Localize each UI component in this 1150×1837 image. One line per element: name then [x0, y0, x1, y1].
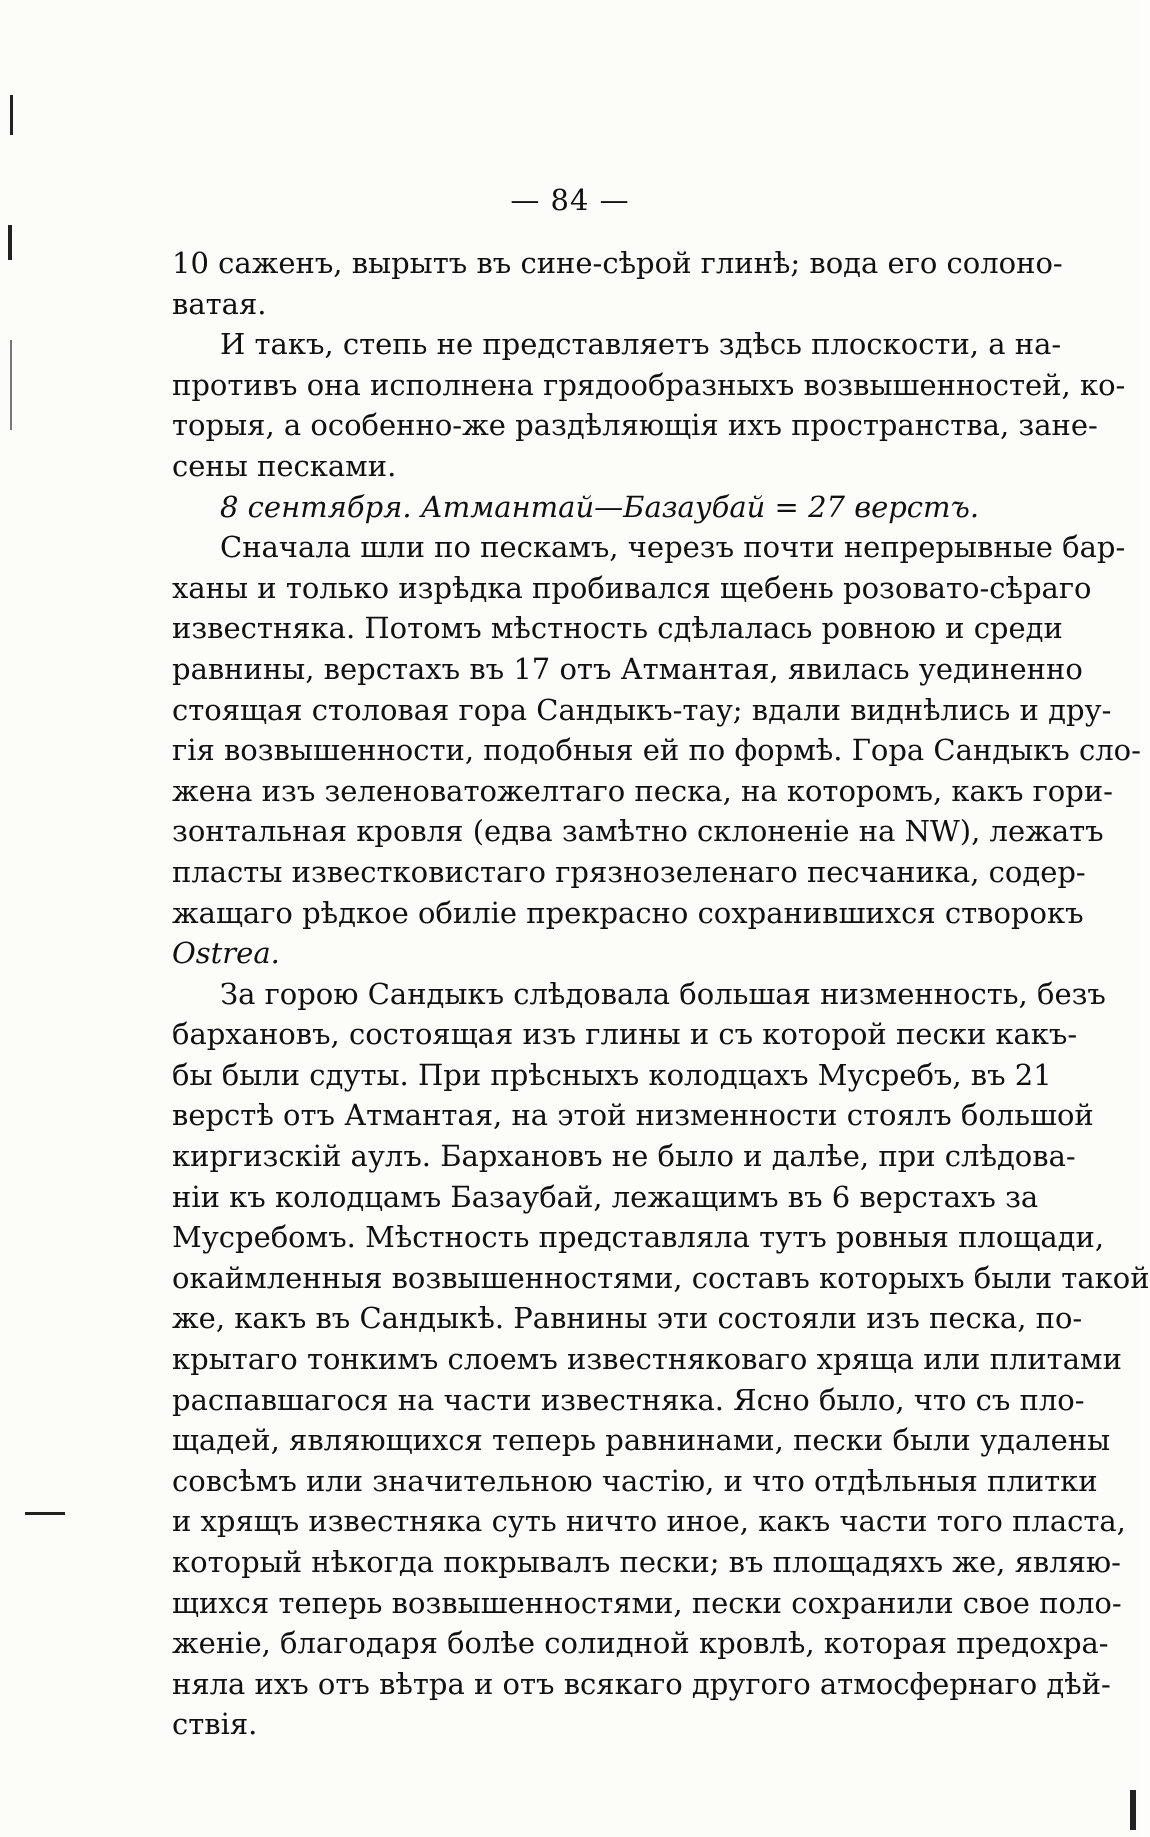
text-line: же, какъ въ Сандыкѣ. Равнины эти состояли изъ песка, по- — [172, 1301, 1083, 1336]
text-line: торыя, а особенно-же раздѣляющія ихъ пространства, зане- — [172, 408, 1098, 443]
text-line: Сначала шли по пескамъ, черезъ почти непрерывные бар- — [220, 530, 1126, 565]
text-line: 8 сентября. Атмантай—Базаубай = 27 верстъ. — [220, 489, 980, 524]
text-line: бархановъ, состоящая изъ глины и съ которой пески какъ- — [172, 1017, 1078, 1052]
text-line: 10 саженъ, вырытъ въ сине-сѣрой глинѣ; вода его солоно- — [172, 246, 1063, 280]
text-line: и хрящъ известняка суть ничто иное, какъ части того пласта, — [172, 1504, 1126, 1539]
text-line: гія возвышенности, подобныя ей по формѣ. Гора Сандыкъ сло- — [172, 733, 1141, 768]
text-line: совсѣмъ или значительною частію, и что отдѣльныя плитки — [172, 1463, 1098, 1498]
text-line: крытаго тонкимъ слоемъ известняковаго хряща или плитами — [172, 1342, 1122, 1377]
text-line: жащаго рѣдкое обиліе прекрасно сохранившихся створокъ — [172, 895, 1084, 930]
text-line: бы были сдуты. При прѣсныхъ колодцахъ Мусребъ, въ 21 — [172, 1057, 1052, 1092]
text-line: жена изъ зеленоватожелтаго песка, на которомъ, какъ гори- — [172, 773, 1113, 808]
text-line: За горою Сандыкъ слѣдовала большая низменность, безъ — [220, 976, 1106, 1011]
scan-artifact-right-edge — [1130, 1790, 1136, 1830]
text-line: И такъ, степь не представляетъ здѣсь плоскости, а на- — [220, 327, 1062, 362]
page-number: — 84 — — [510, 183, 630, 217]
text-line: ханы и только изрѣдка пробивался щебень розовато-сѣраго — [172, 570, 1092, 605]
text-line: окаймленныя возвышенностями, составъ которыхъ были такой — [172, 1260, 1150, 1295]
text-line: ствія. — [172, 1707, 258, 1742]
text-line: женіе, благодаря болѣе солидной кровлѣ, которая предохра- — [172, 1626, 1109, 1661]
scan-artifact-left-3 — [10, 340, 12, 430]
text-line: щадей, являющихся теперь равнинами, пески были удалены — [172, 1423, 1111, 1458]
scan-artifact-left-1 — [10, 95, 13, 135]
text-line: щихся теперь возвышенностями, пески сохранили свое поло- — [172, 1585, 1122, 1620]
scan-artifact-left-2 — [8, 225, 12, 260]
text-line: Мусребомъ. Мѣстность представляла тутъ ровныя площади, — [172, 1220, 1105, 1255]
text-line: противъ она исполнена грядообразныхъ возвышенностей, ко- — [172, 367, 1126, 402]
text-line: сены песками. — [172, 448, 397, 483]
text-line: верстѣ отъ Атмантая, на этой низменности стоялъ большой — [172, 1098, 1094, 1133]
scan-artifact-bottom-rule — [25, 1512, 65, 1515]
text-line: Ostrea. — [172, 936, 280, 971]
body-text — [172, 243, 1150, 1745]
text-line: который нѣкогда покрывалъ пески; въ площадяхъ же, являю- — [172, 1545, 1121, 1579]
text-line: ніи къ колодцамъ Базаубай, лежащимъ въ 6 верстахъ за — [172, 1179, 1039, 1214]
text-line: стоящая столовая гора Сандыкъ-тау; вдали виднѣлись и дру- — [172, 692, 1112, 727]
text-line: известняка. Потомъ мѣстность сдѣлалась ровною и среди — [172, 611, 1063, 646]
text-line: киргизскій аулъ. Бархановъ не было и далѣе, при слѣдова- — [172, 1139, 1076, 1174]
text-line: няла ихъ отъ вѣтра и отъ всякаго другого атмосфернаго дѣй- — [172, 1666, 1111, 1701]
text-line: равнины, верстахъ въ 17 отъ Атмантая, явилась уединенно — [172, 651, 1083, 686]
text-line: ватая. — [172, 286, 267, 321]
text-line: зонтальная кровля (едва замѣтно склоненіе на NW), лежатъ — [172, 814, 1104, 849]
text-line: пласты известковистаго грязнозеленаго песчаника, содер- — [172, 854, 1086, 889]
text-line: распавшагося на части известняка. Ясно было, что съ пло- — [172, 1382, 1085, 1417]
